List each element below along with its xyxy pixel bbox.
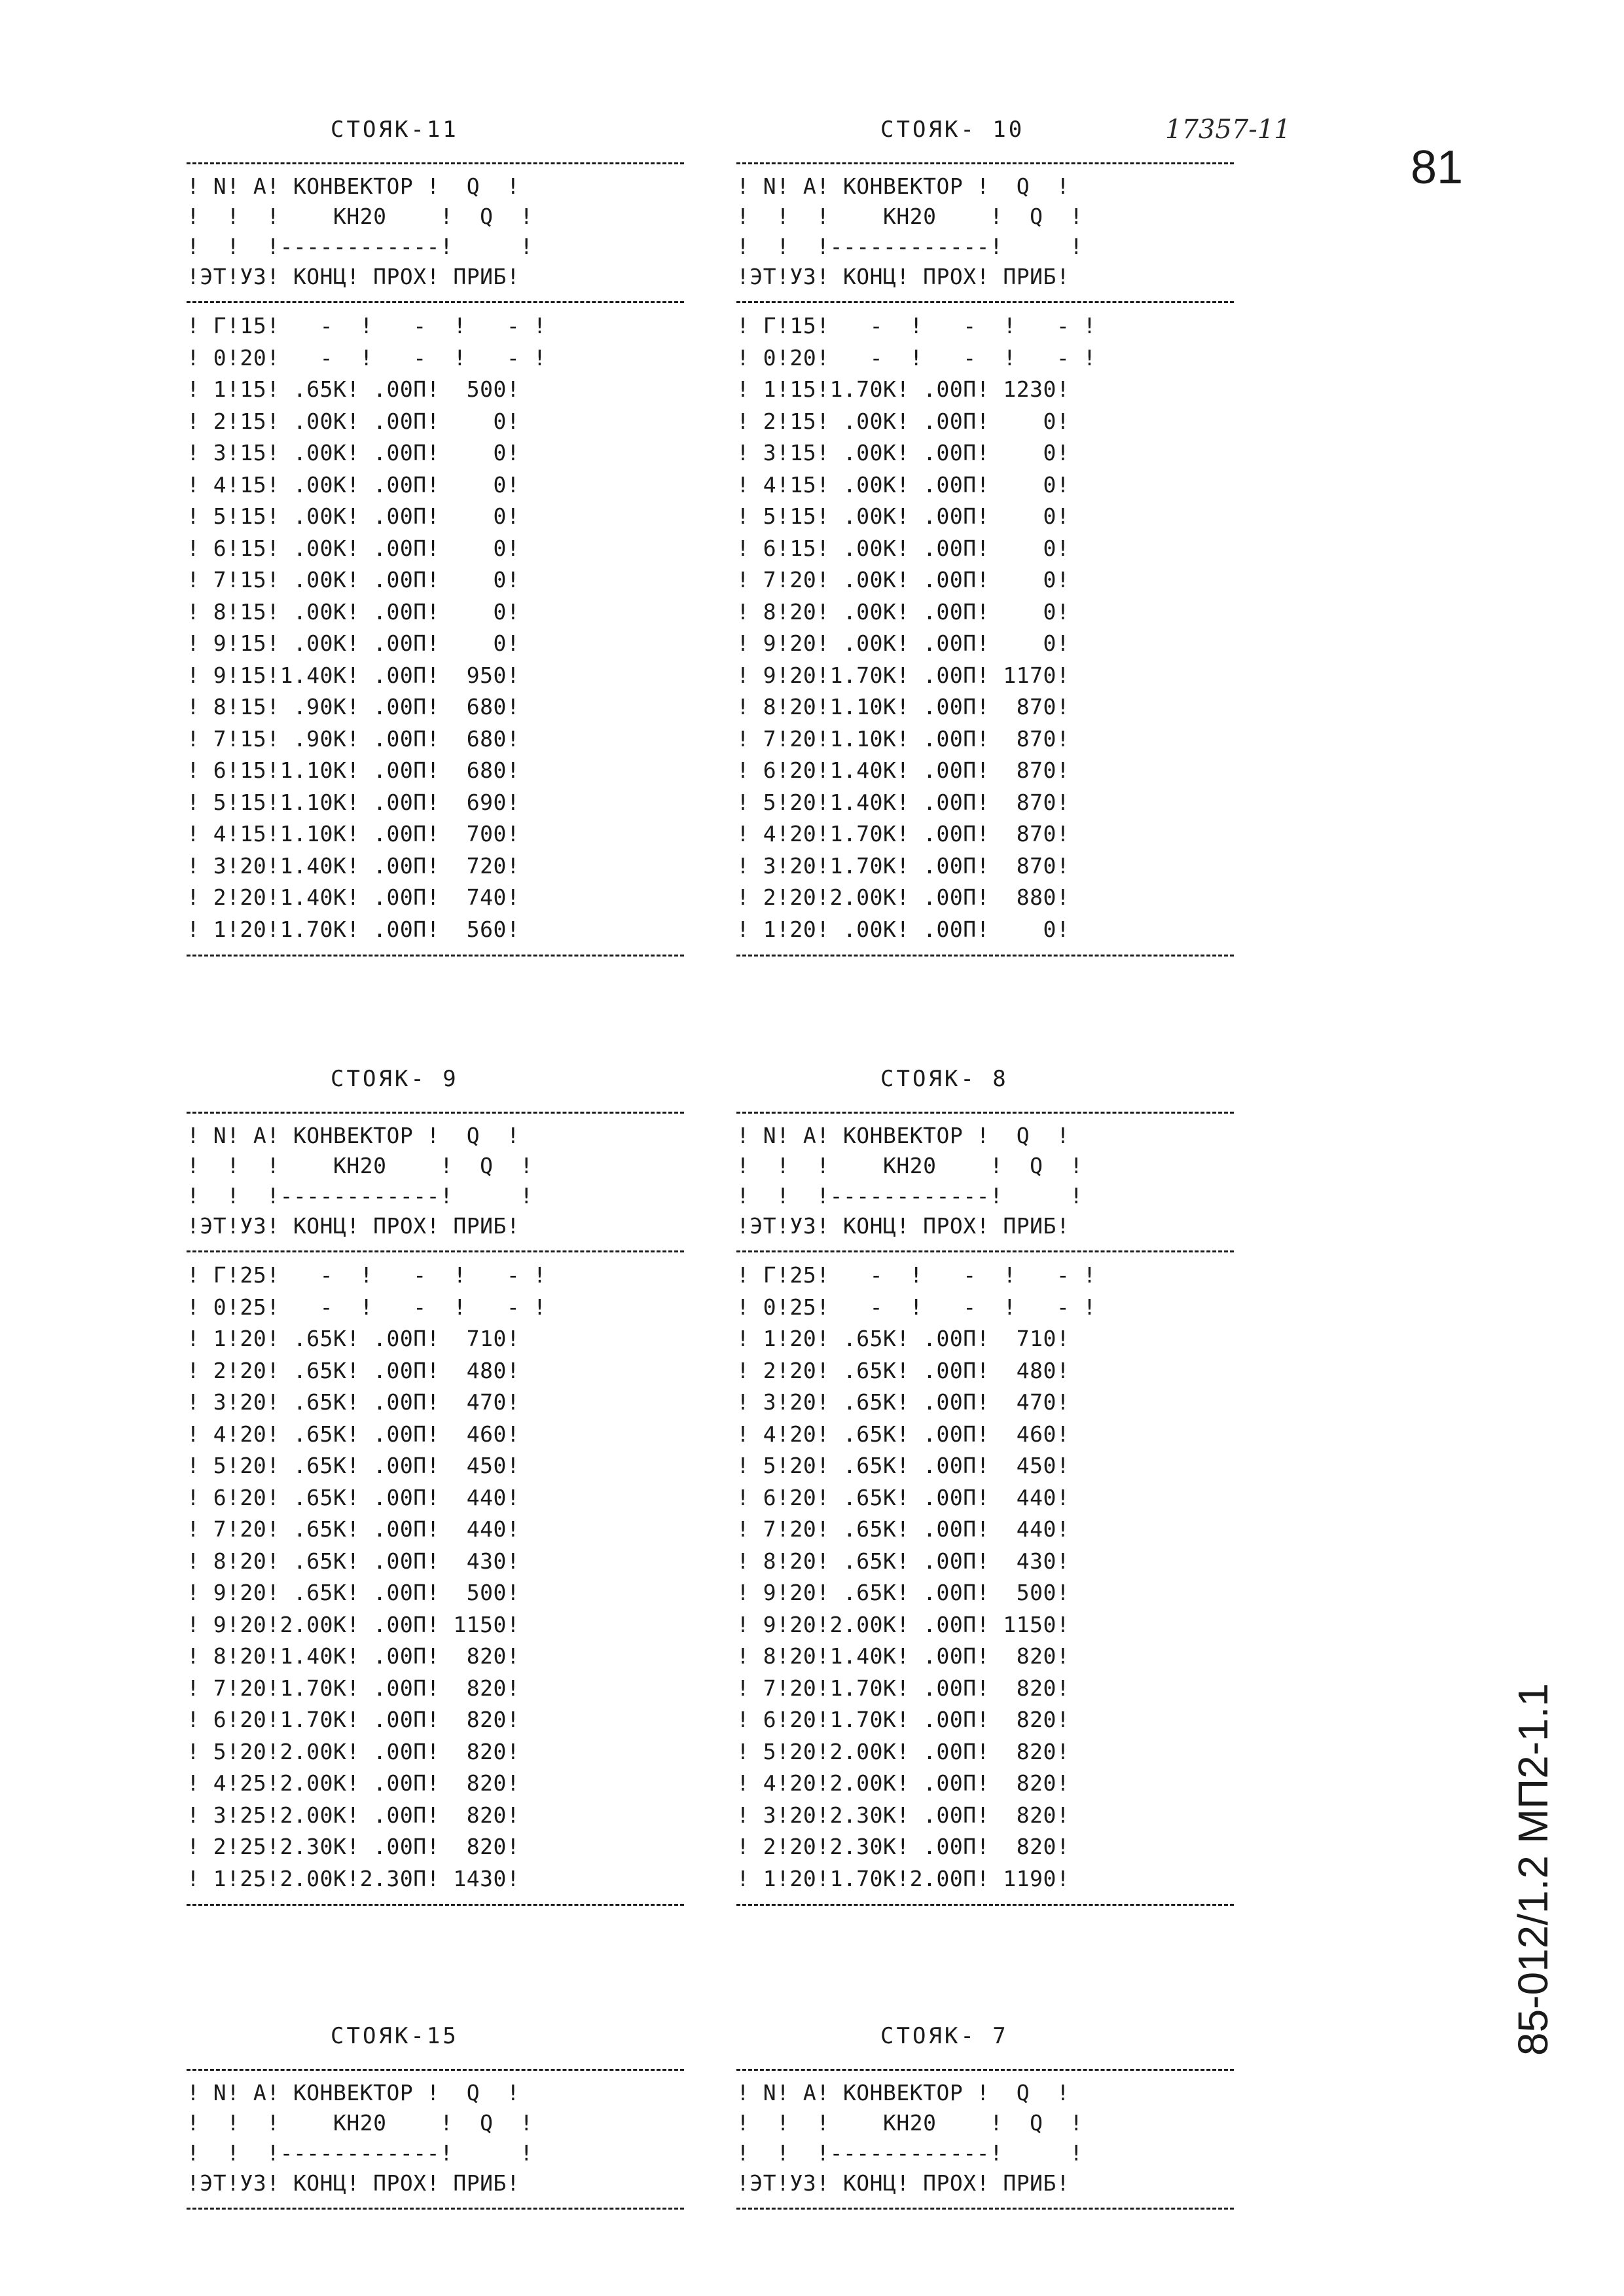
- table-header-line: !ЭТ!УЗ! КОНЦ! ПРОХ! ПРИБ!: [187, 264, 520, 289]
- table-header-line: ! N! А! КОНВЕКТОР ! Q !: [187, 173, 520, 199]
- table-row: ! 2!20! .65К! .00П! 480!: [187, 1357, 520, 1383]
- table-row: ! 2!20!2.30К! .00П! 820!: [736, 1834, 1070, 1859]
- table-row: ! 5!15! .00К! .00П! 0!: [736, 503, 1070, 529]
- table-row: ! 5!20! .65К! .00П! 450!: [736, 1453, 1070, 1478]
- table-row: ! 8!20! .65К! .00П! 430!: [187, 1548, 520, 1574]
- table-row: ! 8!20! .00К! .00П! 0!: [736, 598, 1070, 625]
- table-row: ! 5!20!2.00К! .00П! 820!: [187, 1738, 520, 1764]
- table-body: [187, 2060, 684, 2217]
- table-row: ! 0!20! - ! - ! - !: [736, 344, 1096, 371]
- table-row: ! 2!20! .65К! .00П! 480!: [736, 1357, 1070, 1383]
- table-row: ! 8!20!1.40К! .00П! 820!: [187, 1643, 520, 1669]
- table-rule: [187, 955, 684, 958]
- table-header-line: !ЭТ!УЗ! КОНЦ! ПРОХ! ПРИБ!: [736, 264, 1070, 289]
- table-row: ! 8!15! .90К! .00П! 680!: [187, 694, 520, 720]
- table-row: ! Г!25! - ! - ! - !: [187, 1262, 547, 1288]
- table-row: ! 1!15! .65К! .00П! 500!: [187, 376, 520, 402]
- table-row: ! 8!20!1.10К! .00П! 870!: [736, 694, 1070, 720]
- table-row: ! 7!15! .90К! .00П! 680!: [187, 725, 520, 752]
- table-row: ! 5!20!1.40К! .00П! 870!: [736, 789, 1070, 815]
- table-header-line: !ЭТ!УЗ! КОНЦ! ПРОХ! ПРИБ!: [736, 2170, 1070, 2196]
- table-rule: [187, 2208, 684, 2212]
- table-row: ! 2!25!2.30К! .00П! 820!: [187, 1834, 520, 1859]
- table-row: ! 4!15!1.10К! .00П! 700!: [187, 821, 520, 847]
- table-row: ! 3!25!2.00К! .00П! 820!: [187, 1802, 520, 1828]
- table-row: ! 5!20!2.00К! .00П! 820!: [736, 1738, 1070, 1764]
- table-row: ! 3!20!2.30К! .00П! 820!: [736, 1802, 1070, 1828]
- table-row: ! 7!20!1.70К! .00П! 820!: [187, 1675, 520, 1701]
- table-rule: [187, 2069, 684, 2073]
- table-header-line: ! ! ! КН20 ! Q !: [187, 1153, 533, 1178]
- table-row: ! 0!25! - ! - ! - !: [187, 1294, 547, 1320]
- table-rule: [187, 1112, 684, 1116]
- table-row: ! 5!15!1.10К! .00П! 690!: [187, 789, 520, 815]
- table-title: СТОЯК- 9: [331, 1066, 459, 1092]
- table-row: ! 9!15! .00К! .00П! 0!: [187, 630, 520, 656]
- table-row: ! 9!20! .65К! .00П! 500!: [736, 1580, 1070, 1605]
- table-header-line: ! ! !------------! !: [187, 234, 533, 259]
- table-row: ! 6!15! .00К! .00П! 0!: [736, 535, 1070, 561]
- table-row: ! 5!20! .65К! .00П! 450!: [187, 1453, 520, 1478]
- table-header-line: !ЭТ!УЗ! КОНЦ! ПРОХ! ПРИБ!: [736, 1213, 1070, 1239]
- table-rule: [736, 1112, 1234, 1116]
- table-row: ! 4!20! .65К! .00П! 460!: [187, 1421, 520, 1447]
- table-row: ! 9!20! .65К! .00П! 500!: [187, 1580, 520, 1605]
- table-header-line: ! ! ! КН20 ! Q !: [187, 204, 533, 229]
- table-body: [736, 153, 1234, 964]
- table-title: СТОЯК- 10: [880, 117, 1025, 143]
- table-row: ! 3!20! .65К! .00П! 470!: [187, 1389, 520, 1415]
- table-rule: [736, 162, 1234, 166]
- table-header-line: !ЭТ!УЗ! КОНЦ! ПРОХ! ПРИБ!: [187, 2170, 520, 2196]
- table-header-line: ! N! А! КОНВЕКТОР ! Q !: [187, 2080, 520, 2105]
- table-row: ! 7!20! .00К! .00П! 0!: [736, 567, 1070, 592]
- table-header-line: ! N! А! КОНВЕКТОР ! Q !: [187, 1123, 520, 1148]
- table-row: ! 2!20!1.40К! .00П! 740!: [187, 884, 520, 910]
- table-header-line: ! N! А! КОНВЕКТОР ! Q !: [736, 173, 1070, 199]
- table-header-line: ! ! !------------! !: [187, 2140, 533, 2166]
- table-rule: [187, 301, 684, 305]
- table-row: ! 7!15! .00К! .00П! 0!: [187, 567, 520, 592]
- table-row: ! 7!20!1.70К! .00П! 820!: [736, 1675, 1070, 1701]
- table-body: [736, 1102, 1234, 1913]
- table-row: ! 1!20! .65К! .00П! 710!: [187, 1326, 520, 1351]
- table-row: ! 6!15!1.10К! .00П! 680!: [187, 757, 520, 783]
- table-row: ! Г!15! - ! - ! - !: [187, 313, 547, 338]
- document-reference-number: 17357-11: [1165, 115, 1291, 145]
- table-body: [187, 153, 684, 964]
- table-rule: [187, 1904, 684, 1908]
- table-header-line: ! ! ! КН20 ! Q !: [736, 2110, 1083, 2136]
- table-row: ! 3!20!1.70К! .00П! 870!: [736, 852, 1070, 879]
- table-body: [736, 2060, 1234, 2217]
- table-row: ! 6!15! .00К! .00П! 0!: [187, 535, 520, 561]
- table-row: ! 4!15! .00К! .00П! 0!: [736, 471, 1070, 498]
- table-rule: [736, 1904, 1234, 1908]
- table-row: ! 8!20! .65К! .00П! 430!: [736, 1548, 1070, 1574]
- table-row: ! 1!20!1.70К!2.00П! 1190!: [736, 1865, 1070, 1891]
- table-row: ! 9!20!2.00К! .00П! 1150!: [187, 1611, 520, 1637]
- table-row: ! 4!20! .65К! .00П! 460!: [736, 1421, 1070, 1447]
- table-title: СТОЯК- 8: [880, 1066, 1009, 1092]
- table-rule: [736, 2208, 1234, 2212]
- table-row: ! 1!15!1.70К! .00П! 1230!: [736, 376, 1070, 402]
- table-row: ! 6!20!1.40К! .00П! 870!: [736, 757, 1070, 783]
- table-row: ! 1!20!1.70К! .00П! 560!: [187, 916, 520, 942]
- table-row: ! 4!25!2.00К! .00П! 820!: [187, 1770, 520, 1796]
- table-title: СТОЯК-11: [331, 117, 459, 143]
- table-header-line: ! ! !------------! !: [736, 2140, 1083, 2166]
- table-header-line: ! N! А! КОНВЕКТОР ! Q !: [736, 1123, 1070, 1148]
- table-row: ! 3!20! .65К! .00П! 470!: [736, 1389, 1070, 1415]
- table-row: ! 4!20!2.00К! .00П! 820!: [736, 1770, 1070, 1796]
- table-header-line: ! ! ! КН20 ! Q !: [187, 2110, 533, 2136]
- table-title: СТОЯК-15: [331, 2023, 459, 2049]
- table-header-line: !ЭТ!УЗ! КОНЦ! ПРОХ! ПРИБ!: [187, 1213, 520, 1239]
- table-row: ! 4!20!1.70К! .00П! 870!: [736, 821, 1070, 847]
- table-row: ! 8!20!1.40К! .00П! 820!: [736, 1643, 1070, 1669]
- document-side-code: 85-012/1.2 МП2-1.1: [1509, 1683, 1557, 2056]
- table-row: ! 2!15! .00К! .00П! 0!: [187, 408, 520, 434]
- table-header-line: ! ! ! КН20 ! Q !: [736, 1153, 1083, 1178]
- table-row: ! 9!15!1.40К! .00П! 950!: [187, 662, 520, 688]
- table-rule: [736, 2069, 1234, 2073]
- table-row: ! 6!20!1.70К! .00П! 820!: [736, 1707, 1070, 1732]
- table-row: ! 6!20! .65К! .00П! 440!: [736, 1484, 1070, 1510]
- table-rule: [187, 162, 684, 166]
- table-row: ! 6!20!1.70К! .00П! 820!: [187, 1707, 520, 1732]
- page-number: 81: [1411, 141, 1464, 194]
- table-row: ! 3!15! .00К! .00П! 0!: [187, 440, 520, 465]
- table-row: ! 3!20!1.40К! .00П! 720!: [187, 852, 520, 879]
- table-rule: [187, 1250, 684, 1254]
- table-row: ! 1!25!2.00К!2.30П! 1430!: [187, 1865, 520, 1891]
- table-row: ! 0!20! - ! - ! - !: [187, 344, 547, 371]
- table-row: ! 2!15! .00К! .00П! 0!: [736, 408, 1070, 434]
- table-row: ! 7!20! .65К! .00П! 440!: [736, 1516, 1070, 1542]
- table-rule: [736, 955, 1234, 958]
- table-row: ! 9!20!1.70К! .00П! 1170!: [736, 662, 1070, 688]
- table-row: ! 8!15! .00К! .00П! 0!: [187, 598, 520, 625]
- table-row: ! 0!25! - ! - ! - !: [736, 1294, 1096, 1320]
- table-row: ! 1!20! .00К! .00П! 0!: [736, 916, 1070, 942]
- table-row: ! 7!20!1.10К! .00П! 870!: [736, 725, 1070, 752]
- table-row: ! 7!20! .65К! .00П! 440!: [187, 1516, 520, 1542]
- table-row: ! 9!20! .00К! .00П! 0!: [736, 630, 1070, 656]
- table-header-line: ! ! !------------! !: [187, 1183, 533, 1209]
- table-row: ! 9!20!2.00К! .00П! 1150!: [736, 1611, 1070, 1637]
- table-row: ! 1!20! .65К! .00П! 710!: [736, 1326, 1070, 1351]
- table-title: СТОЯК- 7: [880, 2023, 1009, 2049]
- table-row: ! Г!15! - ! - ! - !: [736, 313, 1096, 338]
- table-rule: [736, 1250, 1234, 1254]
- table-header-line: ! N! А! КОНВЕКТОР ! Q !: [736, 2080, 1070, 2105]
- table-header-line: ! ! !------------! !: [736, 234, 1083, 259]
- table-header-line: ! ! !------------! !: [736, 1183, 1083, 1209]
- table-row: ! 3!15! .00К! .00П! 0!: [736, 440, 1070, 465]
- table-row: ! 6!20! .65К! .00П! 440!: [187, 1484, 520, 1510]
- table-row: ! Г!25! - ! - ! - !: [736, 1262, 1096, 1288]
- table-header-line: ! ! ! КН20 ! Q !: [736, 204, 1083, 229]
- table-body: [187, 1102, 684, 1913]
- table-row: ! 5!15! .00К! .00П! 0!: [187, 503, 520, 529]
- table-row: ! 4!15! .00К! .00П! 0!: [187, 471, 520, 498]
- table-rule: [736, 301, 1234, 305]
- table-row: ! 2!20!2.00К! .00П! 880!: [736, 884, 1070, 910]
